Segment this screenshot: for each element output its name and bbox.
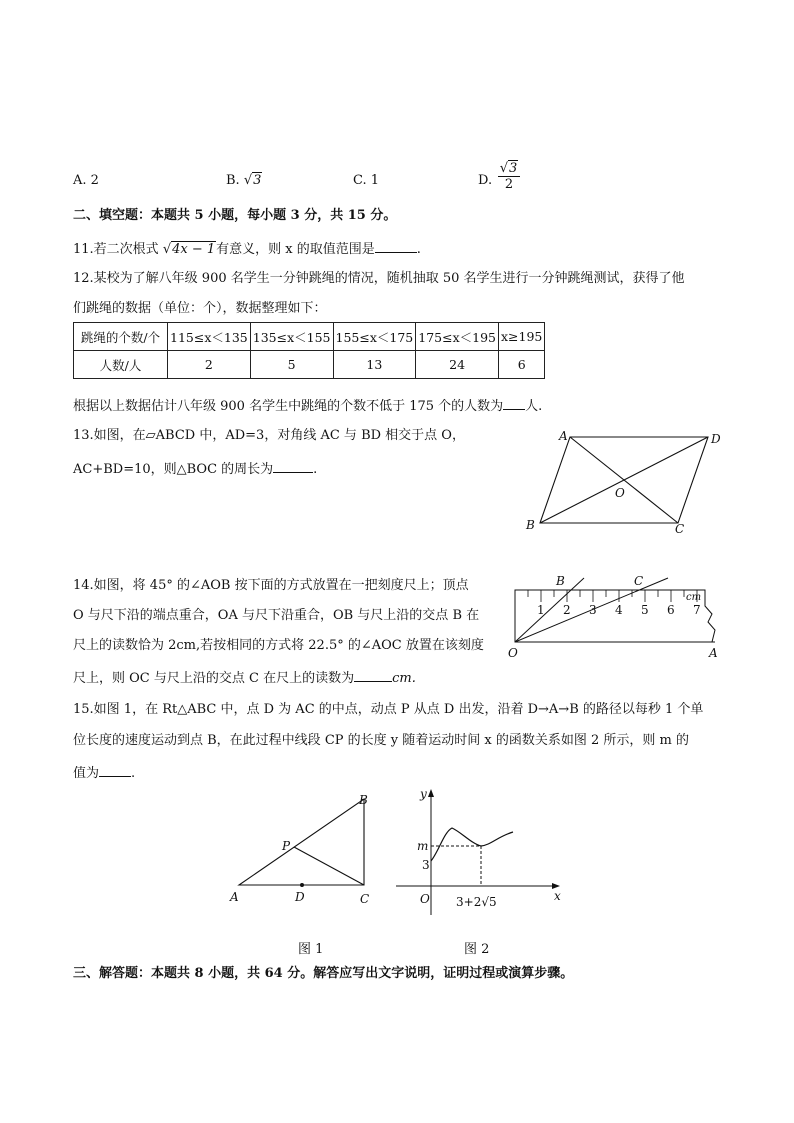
table-cell: 6 <box>499 351 545 379</box>
parallelogram-figure <box>515 425 725 540</box>
option-d-prefix: D. <box>478 173 493 188</box>
q14-line1: 14.如图，将 45° 的∠AOB 按下面的方式放置在一把刻度尺上；顶点 <box>73 578 469 593</box>
q13-line1: 13.如图，在▱ABCD 中，AD=3，对角线 AC 与 BD 相交于点 O， <box>73 428 465 443</box>
q14-line2: O 与尺下沿的端点重合，OA 与尺下沿重合，OB 与尺上沿的交点 B 在 <box>73 608 480 623</box>
table-row <box>74 351 545 379</box>
q12-line1: 12.某校为了解八年级 900 名学生一分钟跳绳的情况，随机抽取 50 名学生进行一分钟跳绳测试，获得了他 <box>73 271 685 286</box>
table-header-cell: 175≤x＜195 <box>416 323 499 351</box>
label-a: A <box>230 890 239 904</box>
label-a: A <box>559 429 568 443</box>
q11-end: . <box>416 242 421 257</box>
q12-answer-blank[interactable] <box>503 397 525 410</box>
label-o: O <box>615 486 625 500</box>
table-header-cell: 115≤x＜135 <box>168 323 251 351</box>
label-c: C <box>675 522 685 536</box>
label-d: D <box>711 432 721 446</box>
table-row-label: 人数/人 <box>74 351 168 379</box>
q12-table <box>73 322 545 379</box>
q13-line2 <box>73 460 317 478</box>
label-b: B <box>526 518 535 532</box>
q14-line4-end: cm. <box>392 671 416 686</box>
label-c: C <box>634 574 644 588</box>
label-o: O <box>508 646 518 660</box>
q12-after-text: 根据以上数据估计八年级 900 名学生中跳绳的个数不低于 175 个的人数为 <box>73 399 504 414</box>
triangle-abc <box>239 799 364 885</box>
label-p: P <box>282 839 291 853</box>
option-d-numerator: 3 <box>509 161 518 176</box>
q11-radicand: 4x − 1 <box>172 242 216 257</box>
option-c: C. 1 <box>353 173 380 188</box>
tick-label-1: 1 <box>537 603 545 617</box>
unit-cm: cm <box>686 592 702 603</box>
ruler-figure <box>500 570 730 662</box>
section3-heading: 三、解答题：本题共 8 小题，共 64 分。解答应写出文字说明，证明过程或演算步骤。 <box>73 966 574 981</box>
table-cell: 24 <box>416 351 499 379</box>
label-y: y <box>420 787 427 801</box>
q11-answer-blank[interactable] <box>375 240 417 253</box>
tick-label-6: 6 <box>667 603 675 617</box>
q15-line3 <box>73 764 135 782</box>
q14-line3: 尺上的读数恰为 2cm,若按相同的方式将 22.5° 的∠AOC 放置在该刻度 <box>73 638 484 653</box>
point-d <box>300 883 304 887</box>
label-x: x <box>554 889 561 903</box>
label-c: C <box>360 892 370 906</box>
figure2-caption: 图 2 <box>464 942 490 957</box>
q13-answer-blank[interactable] <box>273 460 313 473</box>
table-header-cell: 135≤x＜155 <box>250 323 333 351</box>
tick-label-5: 5 <box>641 603 649 617</box>
table-cell: 13 <box>333 351 416 379</box>
function-graph-figure <box>392 785 572 925</box>
q13-line2-text: AC+BD=10，则△BOC 的周长为 <box>73 462 274 477</box>
q11: 11.若二次根式 √4x − 1有意义，则 x 的取值范围是 . <box>73 242 421 257</box>
q12-after-end: 人. <box>525 399 543 414</box>
tick-label-4: 4 <box>615 603 623 617</box>
label-three: 3 <box>422 858 430 872</box>
tick-label-3: 3 <box>589 603 597 617</box>
q15-line2: 位长度的速度运动到点 B，在此过程中线段 CP 的长度 y 随着运动时间 x 的函数关系如图 2 所示，则 m 的 <box>73 733 689 748</box>
table-cell: 2 <box>168 351 251 379</box>
segment-cp <box>294 847 364 885</box>
label-b: B <box>556 574 565 588</box>
triangle-figure <box>225 785 385 915</box>
q15-line3-text: 值为 <box>73 766 100 781</box>
table-header-cell: 155≤x＜175 <box>333 323 416 351</box>
label-o: O <box>420 892 430 906</box>
table-cell: 5 <box>250 351 333 379</box>
table-header-cell: 跳绳的个数/个 <box>74 323 168 351</box>
table-row <box>74 323 545 351</box>
q14-line4-text: 尺上，则 OC 与尺上沿的交点 C 在尺上的读数为 <box>73 671 355 686</box>
option-b-radicand: 3 <box>253 173 262 188</box>
figure1-caption: 图 1 <box>298 942 324 957</box>
function-curve <box>431 828 513 861</box>
y-axis-arrow <box>428 789 434 797</box>
option-d-denominator: 2 <box>498 176 520 192</box>
label-b: B <box>359 793 368 807</box>
label-m: m <box>417 839 429 853</box>
label-a: A <box>709 646 718 660</box>
section2-heading: 二、填空题：本题共 5 小题，每小题 3 分，共 15 分。 <box>73 208 397 223</box>
x-tick-label: 3+2√5 <box>456 895 497 909</box>
table-header-cell: x≥195 <box>499 323 545 351</box>
tick-label-2: 2 <box>563 603 571 617</box>
label-d: D <box>295 890 305 904</box>
q13-line2-end: . <box>313 462 318 477</box>
q12-line2: 们跳绳的数据（单位：个），数据整理如下： <box>73 301 327 316</box>
q12-after <box>73 397 542 415</box>
q15-line1: 15.如图 1，在 Rt△ABC 中，点 D 为 AC 的中点，动点 P 从点 D 出发，沿着 D→A→B 的路径以每秒 1 个单 <box>73 702 704 717</box>
q14-line4 <box>73 669 416 687</box>
tick-label-7: 7 <box>693 603 701 617</box>
q15-answer-blank[interactable] <box>99 764 131 777</box>
q15-line3-end: . <box>131 766 136 781</box>
option-b-prefix: B. <box>226 173 240 188</box>
option-a: A. 2 <box>73 173 99 188</box>
q11-prefix: 11.若二次根式 <box>73 242 159 257</box>
q11-suffix: 有意义，则 x 的取值范围是 <box>216 242 375 257</box>
q14-answer-blank[interactable] <box>354 669 392 682</box>
ray-ob <box>515 578 584 642</box>
option-b: B. √3 <box>226 173 262 188</box>
